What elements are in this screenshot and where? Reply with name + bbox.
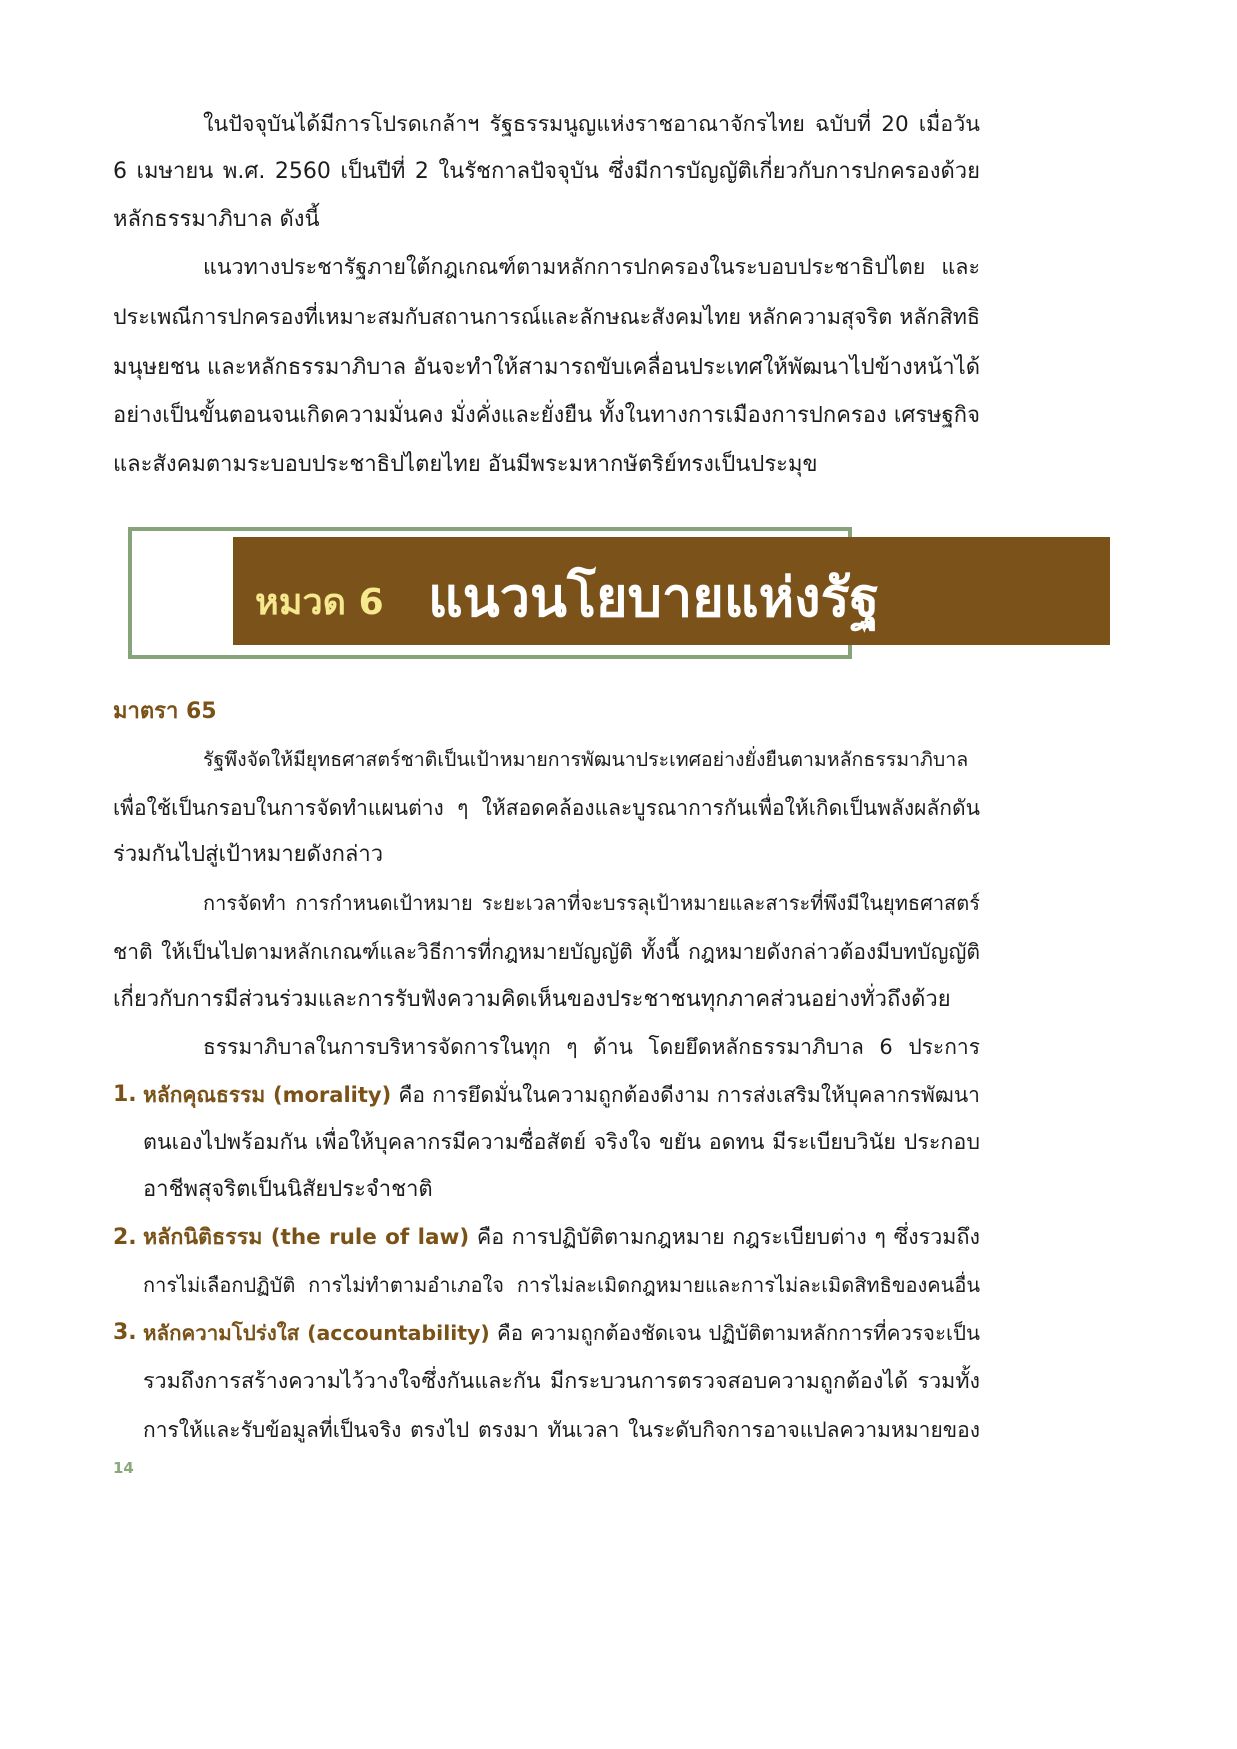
intro-paragraph-1-line-1: ในปัจจุบันได้มีการโปรดเกล้าฯ รัฐธรรมนูญแห่งราชอาณาจักรไทย ฉบับที่ 20 เมื่อวัน — [203, 112, 980, 137]
intro-paragraph-1-line-2: 6 เมษายน พ.ศ. 2560 เป็นปีที่ 2 ในรัชกาลปัจจุบัน ซึ่งมีการบัญญัติเกี่ยวกับการปกครองด้วย — [113, 159, 980, 184]
article-paragraph-3-line-1: ธรรมาภิบาลในการบริหารจัดการในทุก ๆ ด้าน โดยยึดหลักธรรมาภิบาล 6 ประการ — [203, 1035, 980, 1059]
principle-3-first-line — [143, 1313, 980, 1353]
article-paragraph-2-line-3: เกี่ยวกับการมีส่วนร่วมและการรับฟังความคิดเห็นของประชาชนทุกภาคส่วนอย่างทั่วถึงด้วย — [113, 987, 951, 1012]
section-label: หมวด 6 — [255, 582, 384, 623]
article-paragraph-1-line-2: เพื่อใช้เป็นกรอบในการจัดทำแผนต่าง ๆ ให้สอดคล้องและบูรณาการกันเพื่อให้เกิดเป็นพลังผลักดัน — [113, 796, 980, 820]
intro-paragraph-1-line-3: หลักธรรมาภิบาล ดังนี้ — [113, 207, 320, 232]
principle-2-term: หลักนิติธรรม (the rule of law) — [143, 1225, 470, 1250]
intro-paragraph-2-line-5: และสังคมตามระบอบประชาธิปไตยไทย อันมีพระมหากษัตริย์ทรงเป็นประมุข — [113, 452, 818, 477]
intro-paragraph-2-line-2: ประเพณีการปกครองที่เหมาะสมกับสถานการณ์และลักษณะสังคมไทย หลักความสุจริต หลักสิทธิ — [113, 305, 980, 330]
principle-2-description: คือ การปฏิบัติตามกฎหมาย กฎระเบียบต่าง ๆ ซึ่งรวมถึง — [476, 1225, 980, 1250]
intro-paragraph-2-line-3: มนุษยชน และหลักธรรมาภิบาล อันจะทำให้สามารถขับเคลื่อนประเทศให้พัฒนาไปข้างหน้าได้ — [113, 355, 980, 380]
principle-2-line-2: การไม่เลือกปฏิบัติ การไม่ทำตามอำเภอใจ การไม่ละเมิดกฎหมายและการไม่ละเมิดสิทธิของคนอื่น — [143, 1273, 980, 1297]
article-heading: มาตรา 65 — [113, 699, 217, 724]
principle-2-number: 2. — [113, 1225, 137, 1250]
intro-paragraph-2-line-1: แนวทางประชารัฐภายใต้กฎเกณฑ์ตามหลักการปกครองในระบอบประชาธิปไตย และ — [203, 255, 980, 280]
principle-3-line-3: การให้และรับข้อมูลที่เป็นจริง ตรงไป ตรงมา ทันเวลา ในระดับกิจการอาจแปลความหมายของ — [143, 1418, 980, 1442]
principle-1-line-3: อาชีพสุจริตเป็นนิสัยประจำชาติ — [143, 1177, 433, 1202]
article-paragraph-1-line-3: ร่วมกันไปสู่เป้าหมายดังกล่าว — [113, 842, 384, 867]
page-number: 14 — [113, 1459, 134, 1477]
principle-1-description: คือ การยึดมั่นในความถูกต้องดีงาม การส่งเสริมให้บุคลากรพัฒนา — [398, 1083, 980, 1107]
principle-1-term: หลักคุณธรรม (morality) — [143, 1083, 392, 1107]
article-paragraph-2-line-2: ชาติ ให้เป็นไปตามหลักเกณฑ์และวิธีการที่กฎหมายบัญญัติ ทั้งนี้ กฎหมายดังกล่าวต้องมีบทบัญญัติ — [113, 940, 980, 964]
intro-paragraph-2-line-4: อย่างเป็นขั้นตอนจนเกิดความมั่นคง มั่งคั่งและยั่งยืน ทั้งในทางการเมืองการปกครอง เศรษฐกิจ — [113, 403, 980, 428]
principle-3-term: หลักความโปร่งใส (accountability) — [143, 1321, 490, 1345]
section-title: แนวนโยบายแห่งรัฐ — [428, 566, 880, 629]
principle-3-description: คือ ความถูกต้องชัดเจน ปฏิบัติตามหลักการที่ควรจะเป็น — [496, 1321, 980, 1345]
article-paragraph-2-line-1: การจัดทำ การกำหนดเป้าหมาย ระยะเวลาที่จะบรรลุเป้าหมายและสาระที่พึงมีในยุทธศาสตร์ — [203, 891, 980, 915]
principle-1-first-line — [143, 1075, 980, 1115]
principle-1-number: 1. — [113, 1082, 137, 1107]
principle-1-line-2: ตนเองไปพร้อมกัน เพื่อให้บุคลากรมีความซื่อสัตย์ จริงใจ ขยัน อดทน มีระเบียบวินัย ประกอบ — [143, 1130, 980, 1155]
article-paragraph-1-line-1: รัฐพึงจัดให้มียุทธศาสตร์ชาติเป็นเป้าหมายการพัฒนาประเทศอย่างยั่งยืนตามหลักธรรมาภิบาล — [203, 748, 969, 771]
principle-3-line-2: รวมถึงการสร้างความไว้วางใจซึ่งกันและกัน มีกระบวนการตรวจสอบความถูกต้องได้ รวมทั้ง — [143, 1369, 980, 1394]
principle-2-first-line — [143, 1218, 980, 1258]
principle-3-number: 3. — [113, 1320, 137, 1345]
